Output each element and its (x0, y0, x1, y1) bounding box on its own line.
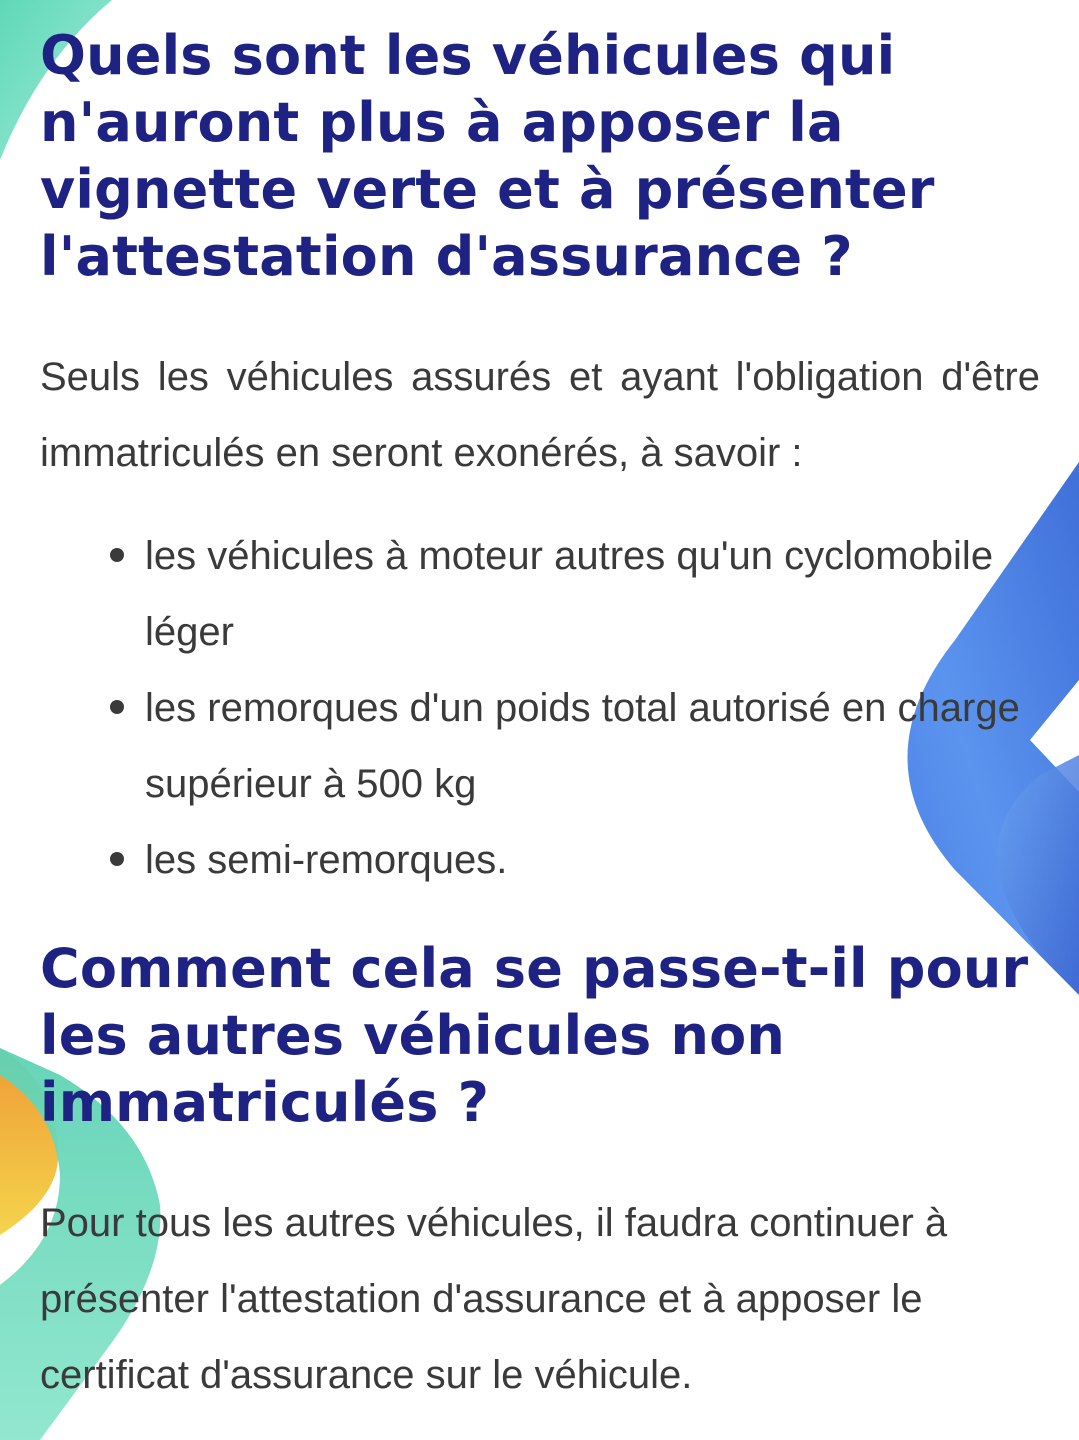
list-item-text: les véhicules à moteur autres qu'un cyclomobile léger (145, 534, 994, 654)
bullet-icon (110, 852, 124, 866)
section-heading-non-registered-vehicles: Comment cela se passe-t-il pour les autres véhicules non immatriculés ? (40, 937, 1029, 1134)
intro-paragraph: Seuls les véhicules assurés et ayant l'obligation d'être immatriculés en seront exonérés, à savoir : (40, 355, 1040, 475)
list-item (145, 518, 1025, 670)
list-item (145, 822, 1025, 898)
other-vehicles-paragraph: Pour tous les autres véhicules, il faudra continuer à présenter l'attestation d'assurance et à apposer le certificat d'assurance sur le véhicule. (40, 1201, 948, 1397)
bullet-icon (110, 548, 124, 562)
list-item-text: les remorques d'un poids total autorisé en charge supérieur à 500 kg (145, 686, 1020, 806)
list-item-text: les semi-remorques. (145, 838, 508, 882)
bullet-icon (110, 700, 124, 714)
list-item (145, 670, 1025, 822)
exempt-vehicles-list (145, 518, 1025, 898)
section-heading-green-card-exemption: Quels sont les véhicules qui n'auront plus à apposer la vignette verte et à présenter l'attestation d'assurance ? (40, 24, 935, 288)
